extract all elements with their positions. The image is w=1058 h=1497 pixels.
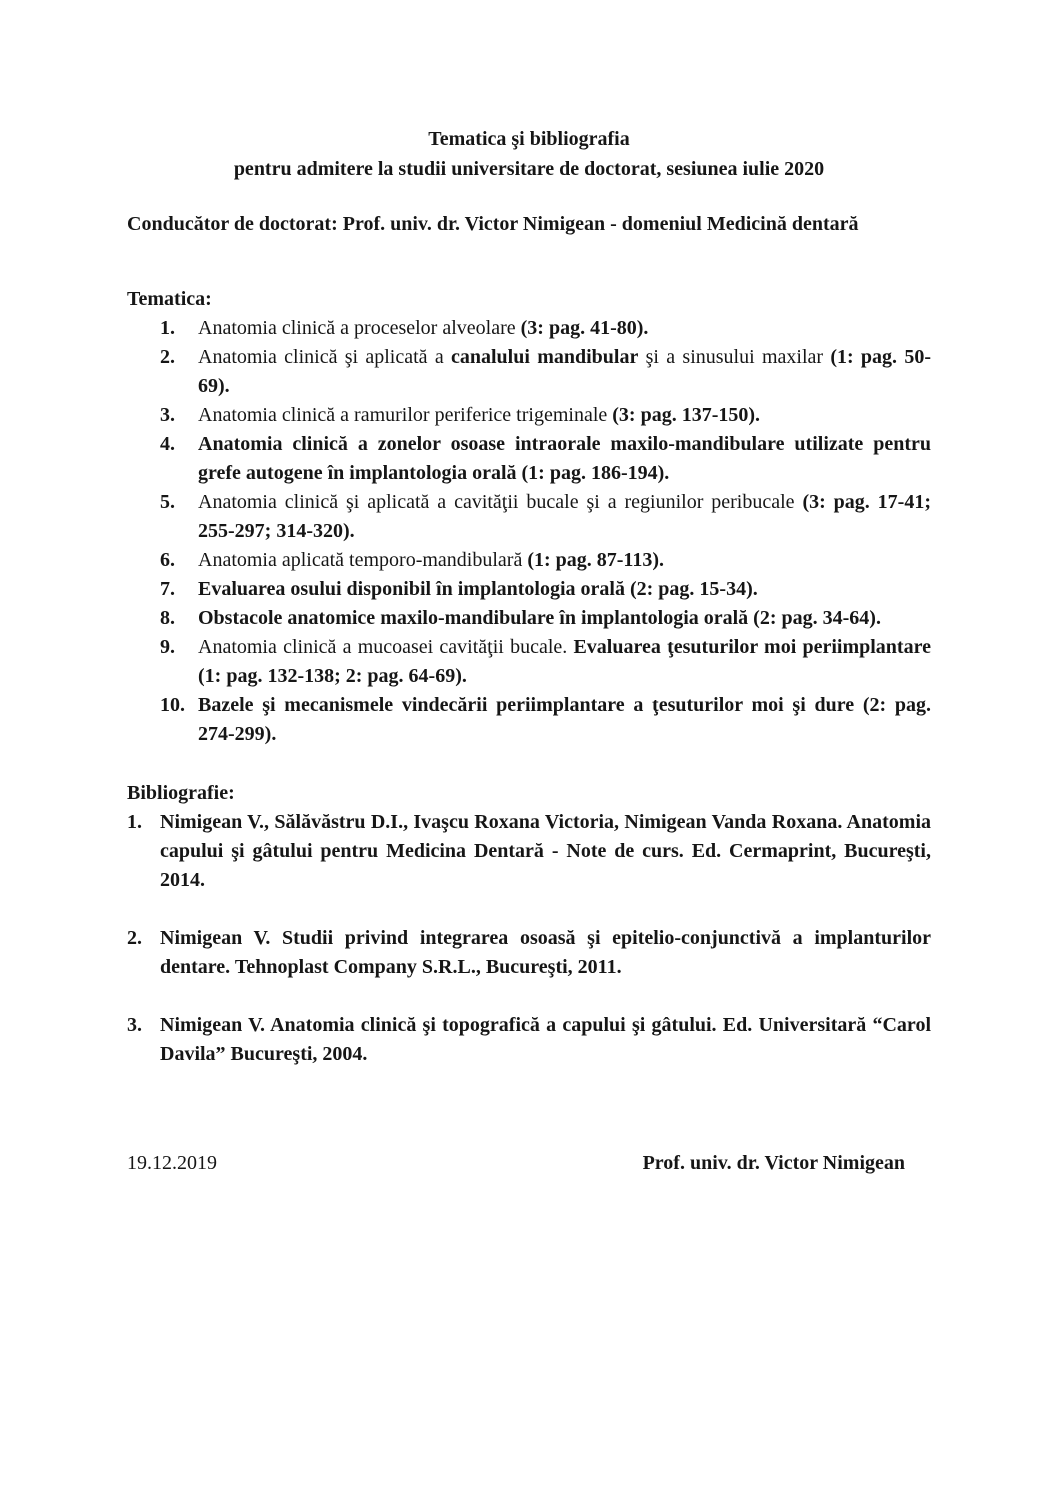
item-number: 7.: [160, 578, 175, 600]
text-segment: Anatomia clinică şi aplicată a cavităţii bucale şi a regiunilor peribucale: [198, 491, 803, 513]
text-segment: Anatomia clinică a ramurilor periferice trigeminale: [198, 404, 613, 426]
item-number: 2.: [127, 927, 142, 949]
item-number: 3.: [127, 1014, 142, 1036]
date-text: 19.12.2019: [127, 1152, 217, 1174]
title-line-1: Tematica şi bibliografia: [428, 128, 630, 150]
text-segment: Nimigean V. Anatomia clinică şi topografică a capului şi gâtului. Ed. Universitară “Carol Davila” Bucureşti, 2004.: [160, 1014, 931, 1065]
bibliografie-item: [127, 1011, 931, 1069]
item-number: 4.: [160, 433, 175, 455]
text-segment: Anatomia clinică a proceselor alveolare: [198, 317, 521, 339]
tematica-item: [127, 430, 931, 488]
bibliografie-heading: Bibliografie:: [127, 782, 235, 804]
text-segment: Nimigean V. Studii privind integrarea osoasă şi epitelio-conjunctivă a implanturilor dentare. Tehnoplast Company S.R.L., Bucureşti, 2011.: [160, 927, 931, 978]
text-segment: (3: pag. 41-80).: [520, 317, 649, 339]
tematica-list: [127, 314, 931, 749]
text-segment: (3: pag. 137-150).: [612, 404, 761, 426]
text-segment: canalului mandibular: [451, 346, 639, 368]
tematica-item: [127, 401, 931, 430]
text-segment: Evaluarea osului disponibil în implantologia orală (2: pag. 15-34).: [198, 578, 758, 600]
item-number: 8.: [160, 607, 175, 629]
tematica-heading: Tematica:: [127, 288, 212, 310]
item-number: 3.: [160, 404, 175, 426]
bibliografie-item: [127, 808, 931, 895]
tematica-item: [127, 633, 931, 691]
tematica-item: [127, 604, 931, 633]
supervisor-line: Conducător de doctorat: Prof. univ. dr. Victor Nimigean - domeniul Medicină dentară: [127, 213, 859, 235]
text-segment: Anatomia clinică a zonelor osoase intraorale maxilo-mandibulare utilizate pentru grefe autogene în implantologia orală (1: pag. 186-194).: [198, 433, 931, 484]
text-segment: Anatomia aplicată temporo-mandibulară: [198, 549, 528, 571]
text-segment: (1: pag. 50-69).: [198, 346, 932, 397]
item-number: 10.: [160, 694, 185, 716]
text-segment: şi a sinusului maxilar: [638, 346, 831, 368]
text-segment: Nimigean V., Sălăvăstru D.I., Ivaşcu Roxana Victoria, Nimigean Vanda Roxana. Anatomia capului şi gâtului pentru Medicina Dentară - Note de curs. Ed. Cermaprint, Bucureşti, 2014.: [160, 811, 931, 891]
tematica-item: [127, 343, 931, 401]
bibliografie-list: [127, 808, 931, 1069]
signature-name: Prof. univ. dr. Victor Nimigean: [642, 1152, 905, 1174]
bibliografie-item: [127, 924, 931, 982]
text-segment: Bazele şi mecanismele vindecării periimplantare a ţesuturilor moi şi dure (2: pag. 274-299).: [198, 694, 931, 745]
tematica-item: [127, 314, 931, 343]
title-line-2: pentru admitere la studii universitare de doctorat, sesiunea iulie 2020: [233, 158, 825, 180]
item-number: 9.: [160, 636, 175, 658]
document-footer: [127, 1149, 931, 1178]
tematica-item: [127, 488, 931, 546]
text-segment: Anatomia clinică şi aplicată a: [198, 346, 451, 368]
text-segment: Obstacole anatomice maxilo-mandibulare în implantologia orală (2: pag. 34-64).: [198, 607, 881, 629]
text-segment: Anatomia clinică a mucoasei cavităţii bucale.: [198, 636, 574, 658]
text-segment: (3: pag. 17-41; 255-297; 314-320).: [198, 491, 932, 542]
item-number: 1.: [160, 317, 175, 339]
text-segment: Evaluarea ţesuturilor moi periimplantare (1: pag. 132-138; 2: pag. 64-69).: [198, 636, 931, 687]
item-number: 1.: [127, 811, 142, 833]
item-number: 2.: [160, 346, 175, 368]
tematica-item: [127, 691, 931, 749]
item-number: 5.: [160, 491, 175, 513]
item-number: 6.: [160, 549, 175, 571]
tematica-item: [127, 575, 931, 604]
tematica-item: [127, 546, 931, 575]
document-title: [127, 124, 931, 184]
text-segment: (1: pag. 87-113).: [527, 549, 664, 571]
